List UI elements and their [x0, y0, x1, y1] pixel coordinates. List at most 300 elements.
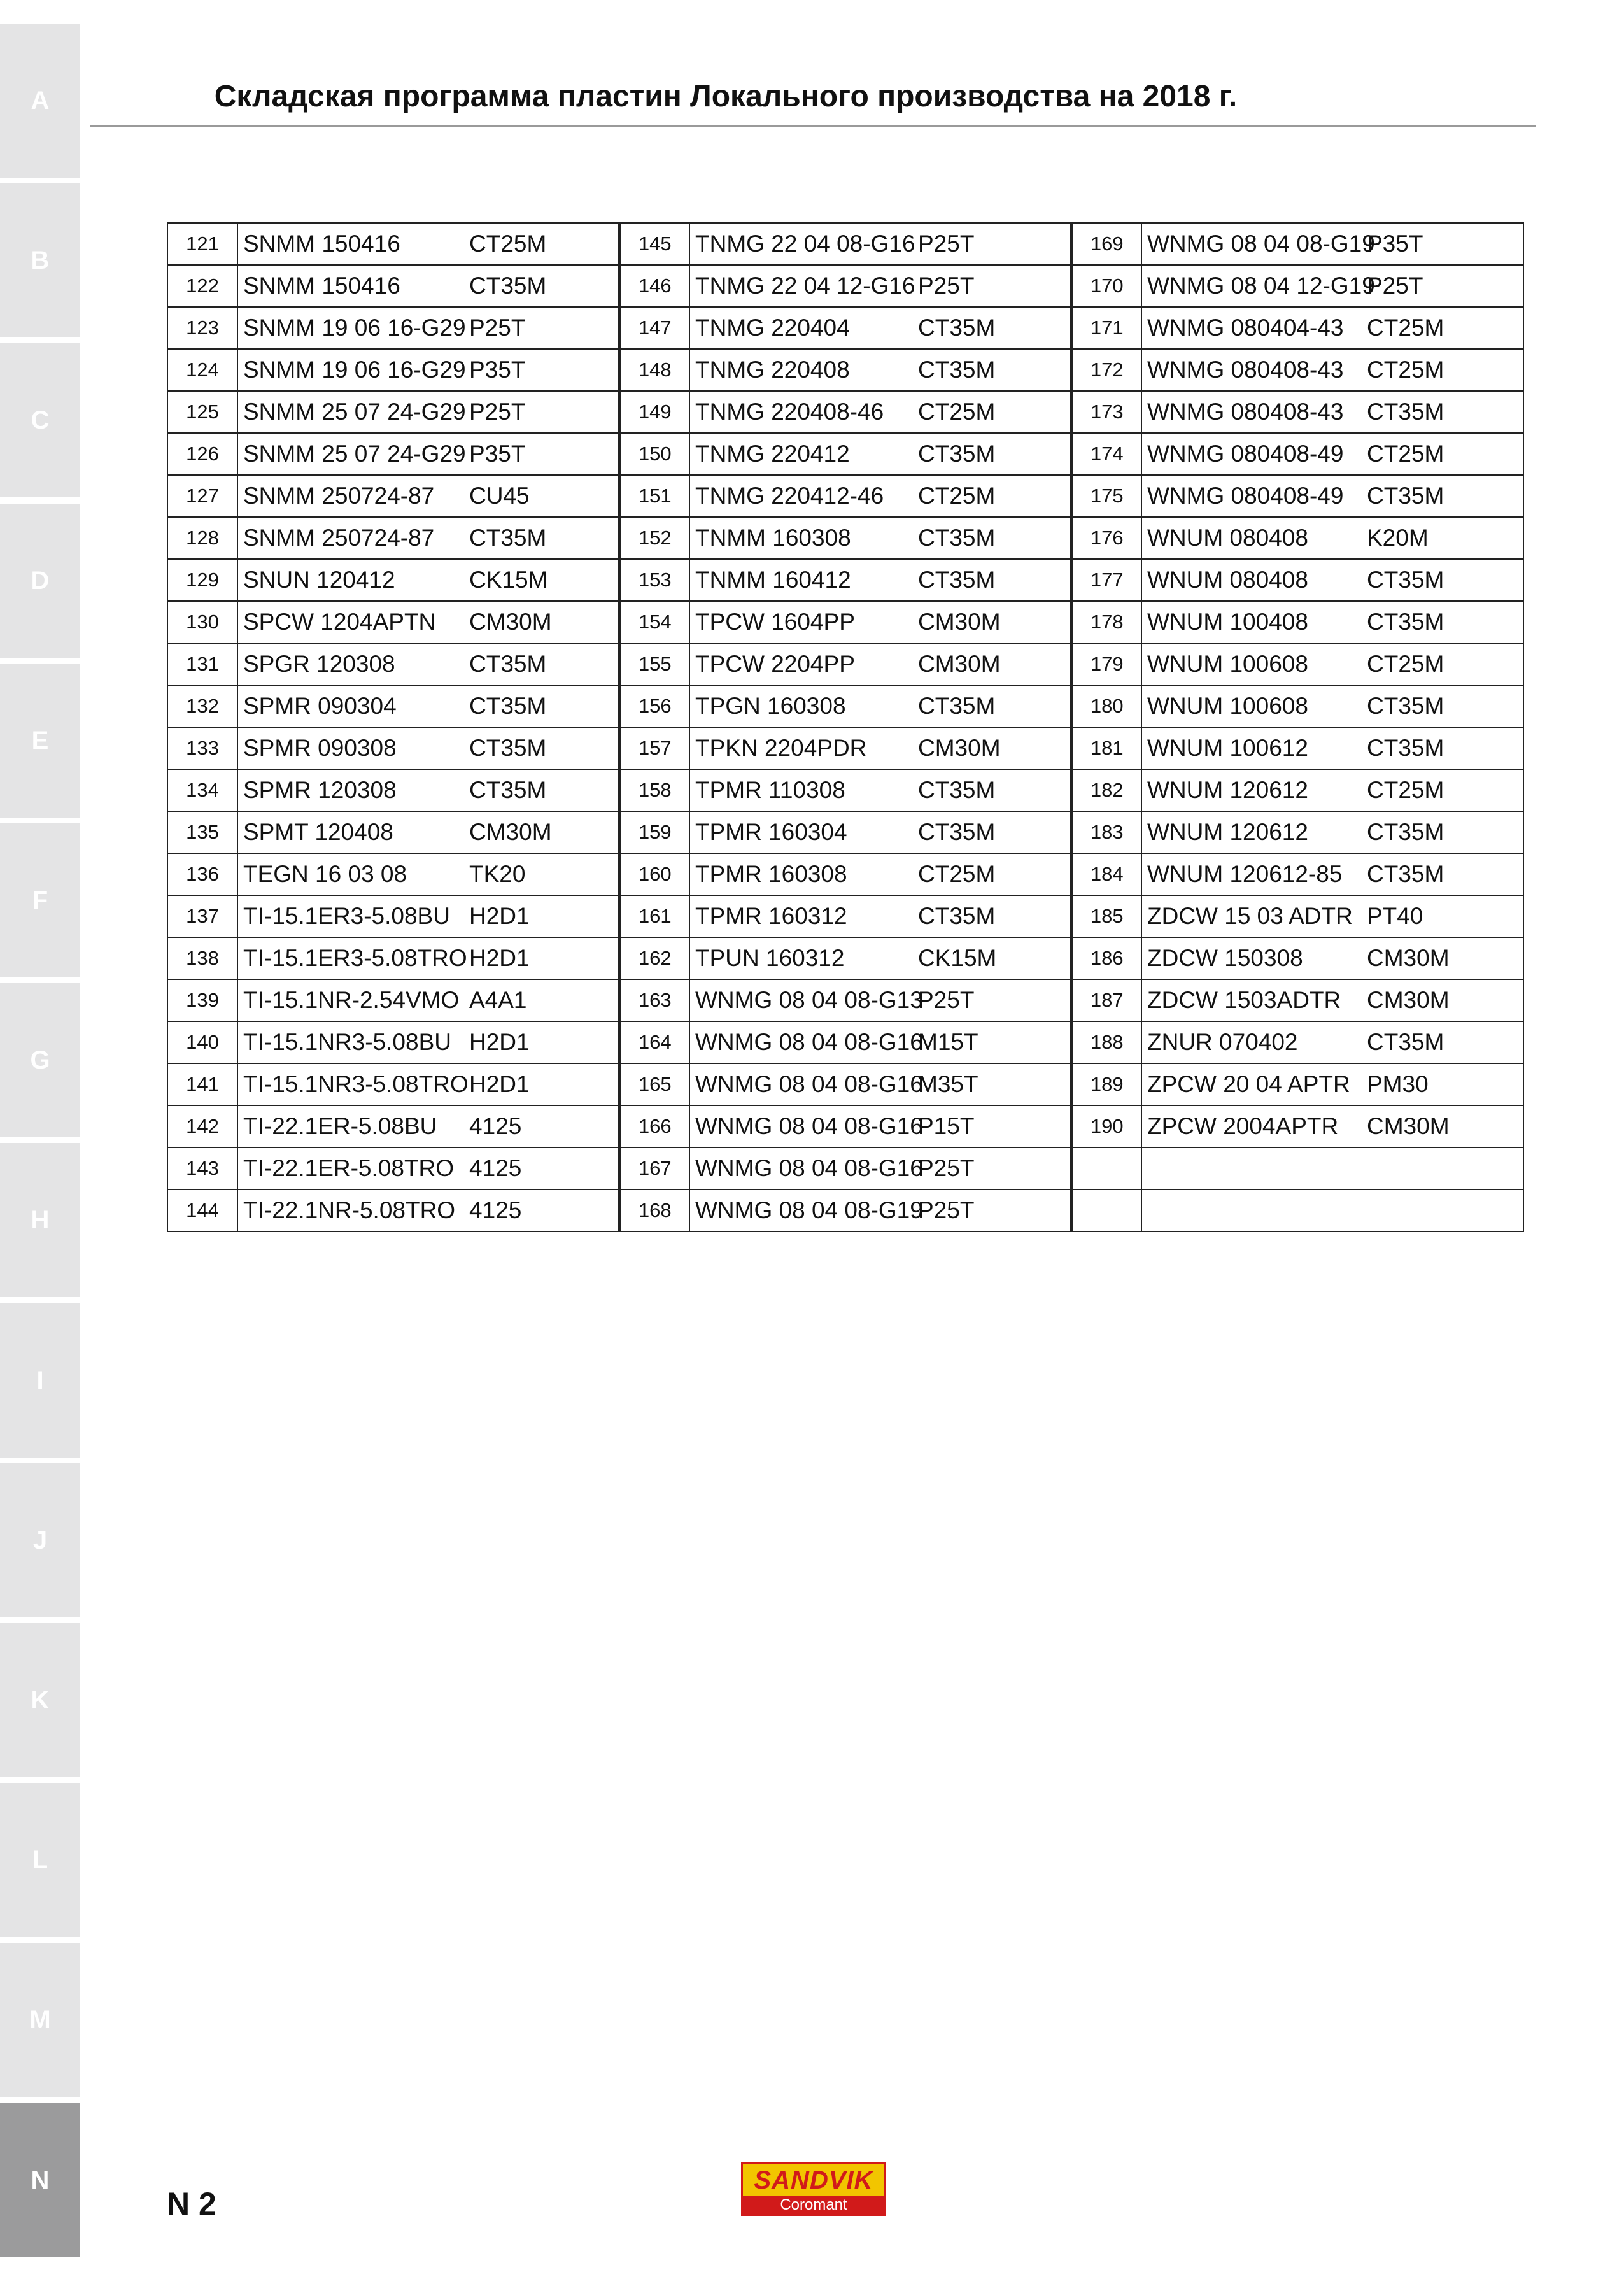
item-number: 153 [619, 559, 689, 601]
insert-grade: CK15M [918, 945, 997, 971]
insert-cell [1141, 937, 1523, 979]
insert-code: TEGN 16 03 08 [243, 861, 407, 887]
table-row [167, 1189, 1523, 1232]
insert-grade: CT35M [1367, 609, 1444, 635]
insert-code: WNUM 120612 [1147, 819, 1308, 845]
item-number: 159 [619, 811, 689, 853]
insert-code: WNUM 100608 [1147, 693, 1308, 719]
insert-cell [237, 1147, 619, 1189]
insert-code: TNMG 22 04 08-G16 [695, 231, 915, 257]
insert-cell [689, 685, 1071, 727]
insert-code: SNMM 25 07 24-G29 [243, 399, 466, 425]
insert-code: TI-22.1ER-5.08TRO [243, 1155, 455, 1181]
table-row [167, 391, 1523, 433]
item-number: 137 [167, 895, 237, 937]
insert-code: WNMG 080408-43 [1147, 399, 1344, 425]
insert-cell [237, 811, 619, 853]
insert-code: TI-22.1ER-5.08BU [243, 1113, 437, 1139]
table-row [167, 979, 1523, 1021]
insert-grade: P25T [918, 231, 975, 257]
insert-grade: CT35M [1367, 1029, 1444, 1055]
item-number: 148 [619, 349, 689, 391]
item-number: 140 [167, 1021, 237, 1063]
insert-cell [1141, 307, 1523, 349]
insert-code: TPCW 2204PP [695, 651, 855, 677]
insert-code: ZNUR 070402 [1147, 1029, 1298, 1055]
table-row [167, 1105, 1523, 1147]
insert-grade: CT35M [1367, 399, 1444, 425]
insert-code: TPMR 160312 [695, 903, 847, 929]
insert-grade: CM30M [918, 651, 1001, 677]
insert-cell [689, 517, 1071, 559]
item-number: 166 [619, 1105, 689, 1147]
insert-grade: CM30M [469, 819, 552, 845]
insert-cell [237, 853, 619, 895]
insert-cell [689, 391, 1071, 433]
insert-code: WNUM 080408 [1147, 567, 1308, 593]
insert-code: ZPCW 20 04 APTR [1147, 1071, 1350, 1097]
insert-code: TPMR 110308 [695, 777, 845, 803]
item-number: 126 [167, 433, 237, 475]
insert-grade: H2D1 [469, 903, 530, 929]
item-number: 147 [619, 307, 689, 349]
insert-code: SPMT 120408 [243, 819, 393, 845]
insert-code: WNMG 08 04 08-G19 [695, 1197, 923, 1223]
insert-cell [1141, 517, 1523, 559]
section-tab-g[interactable]: G [0, 983, 80, 1137]
insert-cell [237, 1189, 619, 1232]
insert-code: TPCW 1604PP [695, 609, 855, 635]
item-number: 174 [1071, 433, 1141, 475]
insert-cell [237, 265, 619, 307]
insert-cell [237, 685, 619, 727]
insert-grade: CT35M [1367, 735, 1444, 761]
insert-grade: CT35M [918, 525, 996, 551]
insert-grade: CT35M [469, 651, 547, 677]
insert-cell [1141, 559, 1523, 601]
insert-code: TNMG 220412 [695, 441, 850, 467]
insert-code: WNUM 100612 [1147, 735, 1308, 761]
item-number: 160 [619, 853, 689, 895]
insert-cell [689, 475, 1071, 517]
insert-cell [237, 769, 619, 811]
insert-cell [689, 601, 1071, 643]
insert-code: TNMG 220408 [695, 357, 850, 383]
insert-cell [1141, 349, 1523, 391]
item-number: 133 [167, 727, 237, 769]
item-number: 172 [1071, 349, 1141, 391]
insert-grade: CT25M [918, 483, 996, 509]
item-number: 151 [619, 475, 689, 517]
insert-cell [237, 433, 619, 475]
insert-grade: CT35M [1367, 819, 1444, 845]
insert-code: WNUM 100608 [1147, 651, 1308, 677]
item-number: 185 [1071, 895, 1141, 937]
insert-cell [237, 979, 619, 1021]
item-number: 184 [1071, 853, 1141, 895]
item-number: 152 [619, 517, 689, 559]
header-divider [90, 125, 1536, 127]
insert-cell [689, 559, 1071, 601]
insert-cell [237, 223, 619, 265]
insert-grade: CT35M [918, 819, 996, 845]
insert-cell [237, 559, 619, 601]
insert-code: SNMM 19 06 16-G29 [243, 357, 466, 383]
insert-cell [237, 391, 619, 433]
insert-grade: TK20 [469, 861, 526, 887]
item-number: 165 [619, 1063, 689, 1105]
item-number: 167 [619, 1147, 689, 1189]
item-number: 138 [167, 937, 237, 979]
insert-grade: CT35M [469, 777, 547, 803]
insert-cell [689, 853, 1071, 895]
insert-grade: CT35M [918, 777, 996, 803]
insert-code: ZPCW 2004APTR [1147, 1113, 1339, 1139]
table-row [167, 811, 1523, 853]
table-row [167, 433, 1523, 475]
insert-grade: P25T [1367, 273, 1423, 299]
insert-code: SNMM 150416 [243, 273, 400, 299]
item-number: 179 [1071, 643, 1141, 685]
insert-code: TI-15.1NR-2.54VMO [243, 987, 460, 1013]
insert-code: TPMR 160304 [695, 819, 847, 845]
section-tab-i[interactable]: I [0, 1303, 80, 1458]
insert-code: ZDCW 1503ADTR [1147, 987, 1341, 1013]
item-number: 156 [619, 685, 689, 727]
insert-grade: 4125 [469, 1155, 522, 1181]
section-tab-f[interactable]: F [0, 823, 80, 977]
item-number: 158 [619, 769, 689, 811]
insert-grade: CM30M [1367, 945, 1450, 971]
insert-cell [237, 517, 619, 559]
item-number: 143 [167, 1147, 237, 1189]
insert-cell [1141, 979, 1523, 1021]
item-number: 180 [1071, 685, 1141, 727]
item-number: 127 [167, 475, 237, 517]
insert-cell [1141, 391, 1523, 433]
insert-cell [1141, 1021, 1523, 1063]
section-tab-b[interactable]: B [0, 183, 80, 337]
insert-cell [237, 643, 619, 685]
table-row [167, 643, 1523, 685]
insert-code: ZDCW 150308 [1147, 945, 1303, 971]
insert-grade: 4125 [469, 1197, 522, 1223]
insert-grade: PT40 [1367, 903, 1423, 929]
insert-cell [1141, 1105, 1523, 1147]
insert-cell [1141, 895, 1523, 937]
insert-code: WNMG 08 04 08-G16 [695, 1113, 923, 1139]
insert-grade: CT35M [918, 567, 996, 593]
insert-code: WNUM 120612 [1147, 777, 1308, 803]
item-number: 190 [1071, 1105, 1141, 1147]
item-number: 131 [167, 643, 237, 685]
item-number: 162 [619, 937, 689, 979]
insert-grade: CT25M [1367, 357, 1444, 383]
insert-cell [689, 223, 1071, 265]
insert-code: TI-15.1NR3-5.08BU [243, 1029, 451, 1055]
table-row [167, 1063, 1523, 1105]
insert-cell [689, 349, 1071, 391]
insert-cell [1141, 853, 1523, 895]
insert-grade: CT25M [1367, 441, 1444, 467]
logo-sub-text: Coromant [780, 2196, 847, 2213]
table-row [167, 895, 1523, 937]
item-number: 163 [619, 979, 689, 1021]
insert-code: SNMM 250724-87 [243, 483, 435, 509]
insert-code: WNMG 080408-49 [1147, 483, 1344, 509]
section-tab-d[interactable]: D [0, 504, 80, 658]
insert-grade: P35T [469, 357, 526, 383]
insert-grade: CT35M [1367, 483, 1444, 509]
insert-grade: K20M [1367, 525, 1429, 551]
insert-code: TNMM 160308 [695, 525, 851, 551]
insert-grade: CU45 [469, 483, 530, 509]
item-number: 168 [619, 1189, 689, 1232]
insert-cell [1141, 1189, 1523, 1232]
item-number: 186 [1071, 937, 1141, 979]
insert-grade: CM30M [1367, 1113, 1450, 1139]
insert-code: WNMG 08 04 08-G13 [695, 987, 923, 1013]
section-tab-l[interactable]: L [0, 1783, 80, 1937]
insert-code: SNMM 19 06 16-G29 [243, 315, 466, 341]
insert-grade: P25T [469, 315, 526, 341]
insert-cell [1141, 643, 1523, 685]
insert-cell [1141, 811, 1523, 853]
section-tab-a[interactable]: A [0, 24, 80, 178]
insert-grade: P15T [918, 1113, 975, 1139]
item-number: 171 [1071, 307, 1141, 349]
page-title: Складская программа пластин Локального производства на 2018 г. [214, 80, 1238, 113]
item-number: 189 [1071, 1063, 1141, 1105]
item-number: 123 [167, 307, 237, 349]
insert-cell [689, 727, 1071, 769]
item-number: 177 [1071, 559, 1141, 601]
section-tab-c[interactable]: C [0, 343, 80, 497]
item-number: 146 [619, 265, 689, 307]
insert-code: TI-15.1NR3-5.08TRO [243, 1071, 469, 1097]
item-number: 175 [1071, 475, 1141, 517]
table-row [167, 1021, 1523, 1063]
item-number: 178 [1071, 601, 1141, 643]
insert-grade: CT35M [1367, 567, 1444, 593]
insert-grade: CM30M [1367, 987, 1450, 1013]
insert-code: SPGR 120308 [243, 651, 395, 677]
insert-code: WNMG 080408-43 [1147, 357, 1344, 383]
insert-grade: CT35M [469, 273, 547, 299]
insert-code: WNUM 080408 [1147, 525, 1308, 551]
insert-cell [689, 895, 1071, 937]
insert-grade: CT25M [1367, 651, 1444, 677]
table-row [167, 853, 1523, 895]
item-number [1071, 1147, 1141, 1189]
insert-code: TPGN 160308 [695, 693, 846, 719]
insert-grade: CT35M [918, 357, 996, 383]
item-number: 124 [167, 349, 237, 391]
insert-cell [689, 265, 1071, 307]
insert-grade: 4125 [469, 1113, 522, 1139]
item-number: 173 [1071, 391, 1141, 433]
insert-grade: P25T [918, 1197, 975, 1223]
insert-grade: PM30 [1367, 1071, 1429, 1097]
item-number: 170 [1071, 265, 1141, 307]
insert-code: SNMM 25 07 24-G29 [243, 441, 466, 467]
insert-cell [237, 601, 619, 643]
insert-grade: CM30M [918, 609, 1001, 635]
insert-grade: H2D1 [469, 1071, 530, 1097]
insert-grade: P25T [469, 399, 526, 425]
table-row [167, 559, 1523, 601]
insert-cell [689, 937, 1071, 979]
insert-code: WNMG 08 04 08-G19 [1147, 231, 1375, 257]
item-number: 132 [167, 685, 237, 727]
insert-grade: P25T [918, 273, 975, 299]
insert-cell [1141, 727, 1523, 769]
insert-code: WNMG 08 04 08-G16 [695, 1071, 923, 1097]
item-number: 183 [1071, 811, 1141, 853]
insert-cell [689, 307, 1071, 349]
insert-cell [237, 475, 619, 517]
item-number: 169 [1071, 223, 1141, 265]
insert-grade: P25T [918, 987, 975, 1013]
insert-cell [1141, 223, 1523, 265]
insert-code: SPMR 120308 [243, 777, 397, 803]
insert-cell [1141, 601, 1523, 643]
insert-cell [689, 433, 1071, 475]
item-number: 155 [619, 643, 689, 685]
insert-code: TNMG 220408-46 [695, 399, 884, 425]
table-row [167, 349, 1523, 391]
insert-grade: CT25M [1367, 777, 1444, 803]
table-row [167, 265, 1523, 307]
insert-grade: CT25M [918, 861, 996, 887]
item-number: 130 [167, 601, 237, 643]
section-tab-j[interactable]: J [0, 1463, 80, 1617]
item-number: 176 [1071, 517, 1141, 559]
insert-cell [237, 349, 619, 391]
insert-code: WNMG 08 04 08-G16 [695, 1029, 923, 1055]
insert-cell [689, 1063, 1071, 1105]
item-number: 121 [167, 223, 237, 265]
insert-grade: CT35M [469, 693, 547, 719]
item-number: 134 [167, 769, 237, 811]
item-number: 129 [167, 559, 237, 601]
insert-cell [1141, 769, 1523, 811]
item-number [1071, 1189, 1141, 1232]
table-row [167, 223, 1523, 265]
insert-code: SPMR 090304 [243, 693, 397, 719]
insert-code: SPMR 090308 [243, 735, 397, 761]
insert-grade: CT35M [1367, 861, 1444, 887]
insert-cell [1141, 433, 1523, 475]
item-number: 141 [167, 1063, 237, 1105]
item-number: 139 [167, 979, 237, 1021]
item-number: 187 [1071, 979, 1141, 1021]
table-row [167, 937, 1523, 979]
section-tab-h[interactable]: H [0, 1143, 80, 1297]
insert-cell [237, 1105, 619, 1147]
insert-grade: CT35M [918, 315, 996, 341]
insert-grade: CM30M [918, 735, 1001, 761]
section-tab-k[interactable]: K [0, 1623, 80, 1777]
insert-cell [689, 1189, 1071, 1232]
insert-cell [237, 1021, 619, 1063]
insert-cell [237, 937, 619, 979]
insert-cell [1141, 265, 1523, 307]
item-number: 181 [1071, 727, 1141, 769]
insert-cell [1141, 475, 1523, 517]
item-number: 154 [619, 601, 689, 643]
insert-code: TPMR 160308 [695, 861, 847, 887]
insert-grade: H2D1 [469, 945, 530, 971]
sandvik-coromant-logo [741, 2162, 886, 2216]
insert-grade: CT35M [918, 441, 996, 467]
table-row [167, 769, 1523, 811]
insert-grade: H2D1 [469, 1029, 530, 1055]
item-number: 125 [167, 391, 237, 433]
insert-grade: CT25M [469, 231, 547, 257]
insert-cell [237, 307, 619, 349]
item-number: 136 [167, 853, 237, 895]
section-tab-m[interactable]: M [0, 1943, 80, 2097]
insert-code: TI-15.1ER3-5.08TRO [243, 945, 467, 971]
insert-code: SNUN 120412 [243, 567, 395, 593]
insert-cell [689, 1105, 1071, 1147]
item-number: 161 [619, 895, 689, 937]
insert-grade: P35T [469, 441, 526, 467]
insert-grade: A4A1 [469, 987, 527, 1013]
insert-cell [237, 895, 619, 937]
insert-code: TPUN 160312 [695, 945, 845, 971]
item-number: 145 [619, 223, 689, 265]
item-number: 157 [619, 727, 689, 769]
insert-cell [237, 727, 619, 769]
insert-cell [689, 979, 1071, 1021]
insert-code: TI-15.1ER3-5.08BU [243, 903, 450, 929]
item-number: 182 [1071, 769, 1141, 811]
insert-code: WNUM 100408 [1147, 609, 1308, 635]
item-number: 142 [167, 1105, 237, 1147]
insert-code: TI-22.1NR-5.08TRO [243, 1197, 456, 1223]
section-tab-n[interactable]: N [0, 2103, 80, 2257]
item-number: 164 [619, 1021, 689, 1063]
insert-code: WNUM 120612-85 [1147, 861, 1343, 887]
insert-code: WNMG 080404-43 [1147, 315, 1344, 341]
insert-code: WNMG 080408-49 [1147, 441, 1344, 467]
insert-grade: CT35M [469, 735, 547, 761]
insert-code: TNMG 22 04 12-G16 [695, 273, 915, 299]
insert-grade: CK15M [469, 567, 548, 593]
item-number: 150 [619, 433, 689, 475]
table-row [167, 307, 1523, 349]
item-number: 188 [1071, 1021, 1141, 1063]
insert-code: TNMM 160412 [695, 567, 851, 593]
logo-brand-text: SANDVIK [743, 2164, 884, 2196]
insert-grade: CT35M [918, 903, 996, 929]
insert-grade: M35T [918, 1071, 978, 1097]
insert-cell [1141, 685, 1523, 727]
product-table [167, 222, 1524, 1232]
table-row [167, 727, 1523, 769]
section-tab-e[interactable]: E [0, 664, 80, 818]
insert-cell [1141, 1063, 1523, 1105]
item-number: 122 [167, 265, 237, 307]
insert-code: TNMG 220412-46 [695, 483, 884, 509]
insert-cell [237, 1063, 619, 1105]
insert-grade: CT25M [1367, 315, 1444, 341]
table-row [167, 517, 1523, 559]
insert-code: WNMG 08 04 08-G16 [695, 1155, 923, 1181]
section-tab-strip [0, 0, 80, 2279]
